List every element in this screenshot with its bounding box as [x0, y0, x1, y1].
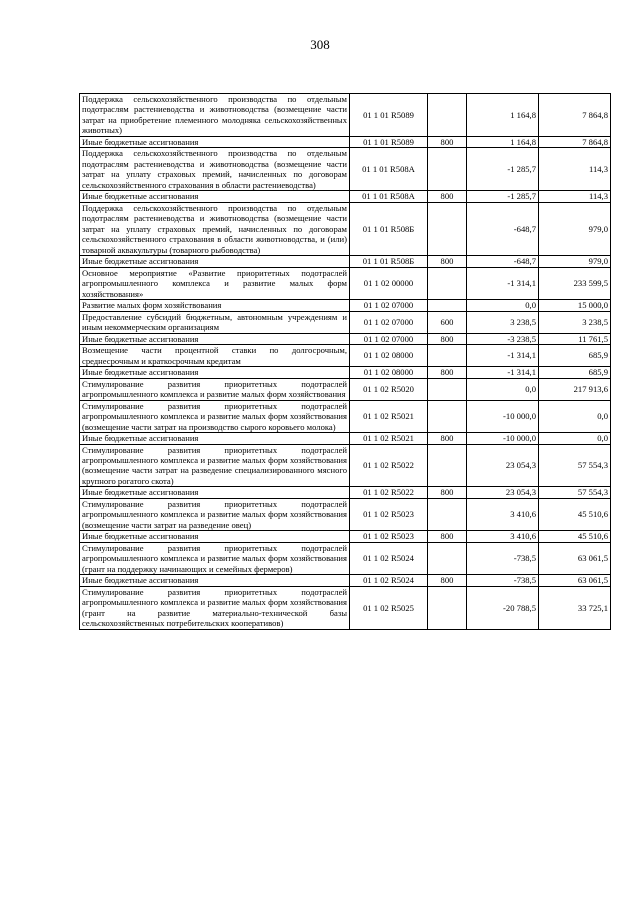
change-amount-cell: -738,5: [467, 575, 539, 586]
total-amount-cell: 217 913,6: [539, 378, 611, 400]
expense-type-cell: [428, 378, 467, 400]
change-amount-cell: -738,5: [467, 542, 539, 574]
row-name-cell: Стимулирование развития приоритетных подотраслей агропромышленного комплекса и развитие малых форм хозяйствования: [80, 378, 350, 400]
table-row: [80, 94, 611, 137]
total-amount-cell: 233 599,5: [539, 267, 611, 299]
total-amount-cell: 114,3: [539, 191, 611, 202]
total-amount-cell: 7 864,8: [539, 136, 611, 147]
total-amount-cell: 0,0: [539, 433, 611, 444]
expense-type-cell: 800: [428, 487, 467, 498]
change-amount-cell: -1 285,7: [467, 191, 539, 202]
total-amount-cell: 3 238,5: [539, 311, 611, 333]
table-row: [80, 575, 611, 586]
row-name-cell: Иные бюджетные ассигнования: [80, 433, 350, 444]
row-name-cell: Поддержка сельскохозяйственного производства по отдельным подотраслям растениеводства и животноводства (возмещение части затрат на уплату страховых премий, начисленных по договорам сельскохозяйственного страхования в области растениеводства): [80, 148, 350, 191]
expense-type-cell: [428, 586, 467, 629]
change-amount-cell: 3 410,6: [467, 498, 539, 530]
change-amount-cell: -1 314,1: [467, 345, 539, 367]
change-amount-cell: -648,7: [467, 256, 539, 267]
expense-type-cell: 600: [428, 311, 467, 333]
total-amount-cell: 63 061,5: [539, 575, 611, 586]
row-name-cell: Основное мероприятие «Развитие приоритетных подотраслей агропромышленного комплекса и развитие малых форм хозяйствования»: [80, 267, 350, 299]
target-code-cell: 01 1 02 08000: [350, 345, 428, 367]
table-row: [80, 345, 611, 367]
table-row: [80, 531, 611, 542]
row-name-cell: Иные бюджетные ассигнования: [80, 256, 350, 267]
row-name-cell: Поддержка сельскохозяйственного производства по отдельным подотраслям растениеводства и животноводства (возмещение части затрат на приобретение племенного молодняка сельскохозяйственных животных): [80, 94, 350, 137]
change-amount-cell: 1 164,8: [467, 136, 539, 147]
table-row: [80, 191, 611, 202]
change-amount-cell: 23 054,3: [467, 444, 539, 487]
target-code-cell: 01 1 02 R5022: [350, 444, 428, 487]
target-code-cell: 01 1 01 R5089: [350, 136, 428, 147]
expense-type-cell: 800: [428, 191, 467, 202]
target-code-cell: 01 1 02 00000: [350, 267, 428, 299]
table-row: [80, 367, 611, 378]
target-code-cell: 01 1 02 R5021: [350, 433, 428, 444]
row-name-cell: Иные бюджетные ассигнования: [80, 487, 350, 498]
expense-type-cell: [428, 202, 467, 255]
table-row: [80, 586, 611, 629]
total-amount-cell: 11 761,5: [539, 333, 611, 344]
table-row: [80, 267, 611, 299]
row-name-cell: Иные бюджетные ассигнования: [80, 367, 350, 378]
target-code-cell: 01 1 02 07000: [350, 333, 428, 344]
expense-type-cell: 800: [428, 575, 467, 586]
table-row: [80, 202, 611, 255]
total-amount-cell: 33 725,1: [539, 586, 611, 629]
change-amount-cell: -648,7: [467, 202, 539, 255]
expense-type-cell: 800: [428, 367, 467, 378]
row-name-cell: Стимулирование развития приоритетных подотраслей агропромышленного комплекса и развитие малых форм хозяйствования (грант на развитие материально-технической базы сельскохозяйственных потребительских кооперативов): [80, 586, 350, 629]
table-row: [80, 498, 611, 530]
target-code-cell: 01 1 02 R5020: [350, 378, 428, 400]
table-row: [80, 487, 611, 498]
expense-type-cell: 800: [428, 136, 467, 147]
target-code-cell: 01 1 01 R508A: [350, 148, 428, 191]
change-amount-cell: -10 000,0: [467, 400, 539, 432]
row-name-cell: Возмещение части процентной ставки по долгосрочным, среднесрочным и краткосрочным кредитам: [80, 345, 350, 367]
target-code-cell: 01 1 01 R508Б: [350, 202, 428, 255]
expense-type-cell: 800: [428, 256, 467, 267]
budget-table: [79, 93, 611, 630]
row-name-cell: Стимулирование развития приоритетных подотраслей агропромышленного комплекса и развитие малых форм хозяйствования (возмещение части затрат на производство сырого коровьего молока): [80, 400, 350, 432]
expense-type-cell: [428, 345, 467, 367]
change-amount-cell: 0,0: [467, 378, 539, 400]
total-amount-cell: 45 510,6: [539, 531, 611, 542]
change-amount-cell: 1 164,8: [467, 94, 539, 137]
target-code-cell: 01 1 01 R508A: [350, 191, 428, 202]
table-row: [80, 444, 611, 487]
expense-type-cell: 800: [428, 333, 467, 344]
table-row: [80, 148, 611, 191]
row-name-cell: Стимулирование развития приоритетных подотраслей агропромышленного комплекса и развитие малых форм хозяйствования (возмещение части затрат на разведение специализированного мясного крупного рогатого скота): [80, 444, 350, 487]
total-amount-cell: 685,9: [539, 345, 611, 367]
row-name-cell: Иные бюджетные ассигнования: [80, 333, 350, 344]
row-name-cell: Стимулирование развития приоритетных подотраслей агропромышленного комплекса и развитие малых форм хозяйствования (возмещение части затрат на разведение овец): [80, 498, 350, 530]
change-amount-cell: 0,0: [467, 300, 539, 311]
total-amount-cell: 63 061,5: [539, 542, 611, 574]
change-amount-cell: -1 314,1: [467, 367, 539, 378]
total-amount-cell: 114,3: [539, 148, 611, 191]
total-amount-cell: 15 000,0: [539, 300, 611, 311]
row-name-cell: Предоставление субсидий бюджетным, автономным учреждениям и иным некоммерческим организациям: [80, 311, 350, 333]
row-name-cell: Поддержка сельскохозяйственного производства по отдельным подотраслям растениеводства и животноводства (возмещение части затрат на уплату страховых премий, начисленных по договорам сельскохозяйственного страхования в области животноводства, и (или) товарной аквакультуры (товарного рыбоводства): [80, 202, 350, 255]
total-amount-cell: 0,0: [539, 400, 611, 432]
expense-type-cell: [428, 148, 467, 191]
total-amount-cell: 685,9: [539, 367, 611, 378]
table-row: [80, 542, 611, 574]
target-code-cell: 01 1 02 08000: [350, 367, 428, 378]
expense-type-cell: 800: [428, 531, 467, 542]
total-amount-cell: 979,0: [539, 256, 611, 267]
total-amount-cell: 45 510,6: [539, 498, 611, 530]
target-code-cell: 01 1 02 R5022: [350, 487, 428, 498]
expense-type-cell: [428, 267, 467, 299]
target-code-cell: 01 1 01 R508Б: [350, 256, 428, 267]
table-row: [80, 400, 611, 432]
table-row: [80, 136, 611, 147]
row-name-cell: Развитие малых форм хозяйствования: [80, 300, 350, 311]
table-row: [80, 300, 611, 311]
table-row: [80, 433, 611, 444]
target-code-cell: 01 1 02 07000: [350, 311, 428, 333]
target-code-cell: 01 1 02 R5023: [350, 531, 428, 542]
change-amount-cell: -1 285,7: [467, 148, 539, 191]
table-row: [80, 333, 611, 344]
target-code-cell: 01 1 02 R5024: [350, 542, 428, 574]
expense-type-cell: [428, 498, 467, 530]
change-amount-cell: 3 238,5: [467, 311, 539, 333]
target-code-cell: 01 1 02 R5025: [350, 586, 428, 629]
target-code-cell: 01 1 02 07000: [350, 300, 428, 311]
row-name-cell: Иные бюджетные ассигнования: [80, 136, 350, 147]
row-name-cell: Иные бюджетные ассигнования: [80, 191, 350, 202]
total-amount-cell: 979,0: [539, 202, 611, 255]
target-code-cell: 01 1 02 R5021: [350, 400, 428, 432]
total-amount-cell: 57 554,3: [539, 444, 611, 487]
page-number: 308: [310, 37, 330, 52]
total-amount-cell: 57 554,3: [539, 487, 611, 498]
expense-type-cell: [428, 444, 467, 487]
change-amount-cell: -3 238,5: [467, 333, 539, 344]
expense-type-cell: [428, 94, 467, 137]
expense-type-cell: [428, 400, 467, 432]
expense-type-cell: [428, 542, 467, 574]
total-amount-cell: 7 864,8: [539, 94, 611, 137]
change-amount-cell: 3 410,6: [467, 531, 539, 542]
change-amount-cell: -20 788,5: [467, 586, 539, 629]
row-name-cell: Иные бюджетные ассигнования: [80, 575, 350, 586]
table-row: [80, 256, 611, 267]
table-row: [80, 378, 611, 400]
row-name-cell: Стимулирование развития приоритетных подотраслей агропромышленного комплекса и развитие малых форм хозяйствования (грант на поддержку начинающих и семейных фермеров): [80, 542, 350, 574]
change-amount-cell: -1 314,1: [467, 267, 539, 299]
change-amount-cell: 23 054,3: [467, 487, 539, 498]
expense-type-cell: 800: [428, 433, 467, 444]
change-amount-cell: -10 000,0: [467, 433, 539, 444]
target-code-cell: 01 1 02 R5023: [350, 498, 428, 530]
budget-table-body: [80, 94, 611, 630]
row-name-cell: Иные бюджетные ассигнования: [80, 531, 350, 542]
table-row: [80, 311, 611, 333]
target-code-cell: 01 1 01 R5089: [350, 94, 428, 137]
expense-type-cell: [428, 300, 467, 311]
target-code-cell: 01 1 02 R5024: [350, 575, 428, 586]
